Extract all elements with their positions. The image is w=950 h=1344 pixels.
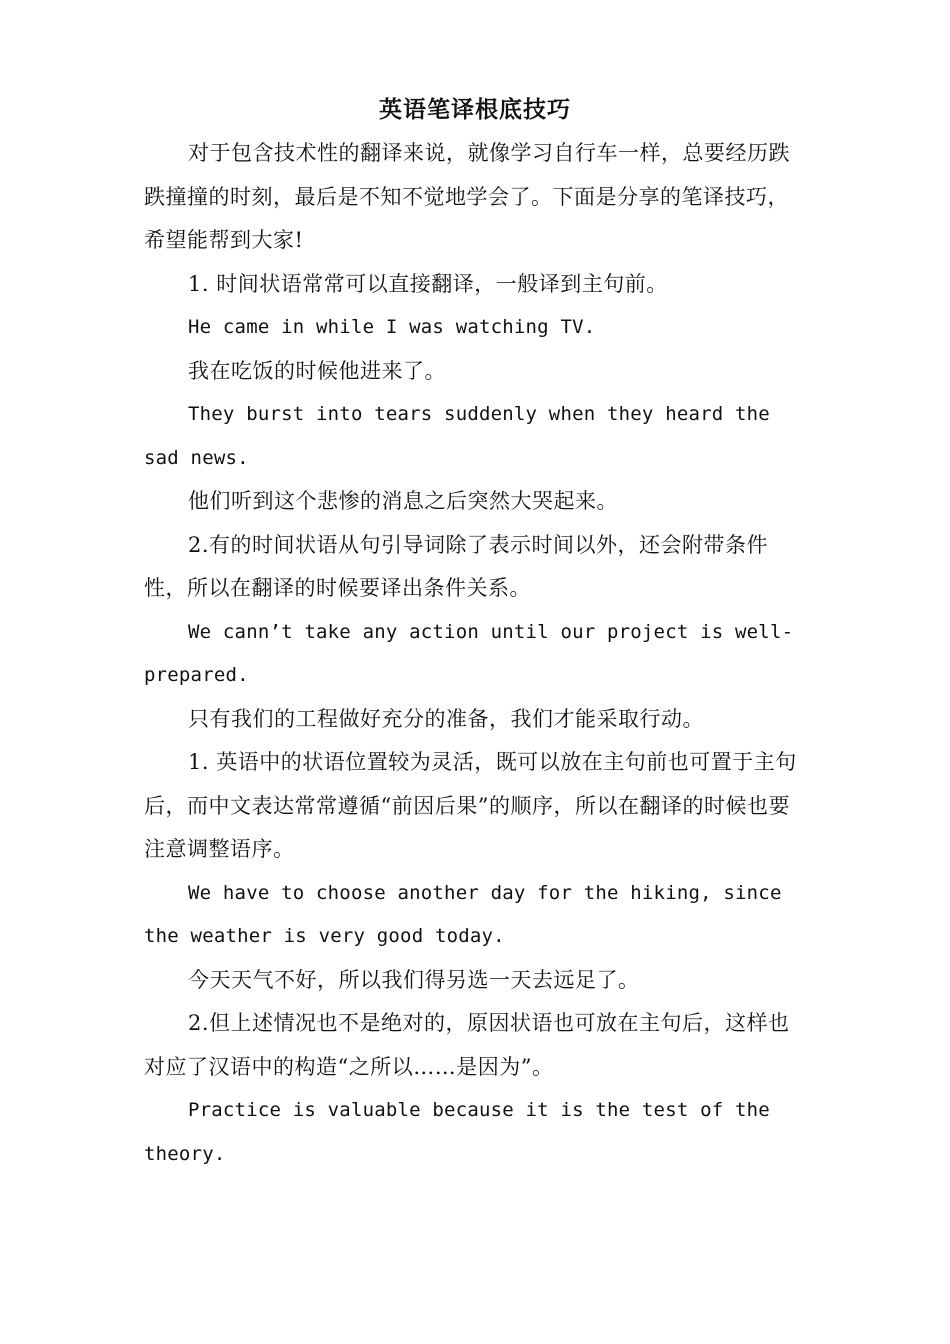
paragraph-example-en: Practice is valuable because it is the test of the theory. bbox=[144, 1099, 770, 1165]
paragraph-example-en: He came in while I was watching TV. bbox=[188, 316, 596, 338]
paragraph-example-zh: 我在吃饭的时候他进来了。 bbox=[188, 358, 446, 383]
paragraph-rule-3: 1. 英语中的状语位置较为灵活，既可以放在主句前也可置于主句后，而中文表达常常遵循“前因后果”的顺序，所以在翻译的时候也要注意调整语序。 bbox=[144, 750, 797, 861]
paragraph-intro: 对于包含技术性的翻译来说，就像学习自行车一样，总要经历跌跌撞撞的时刻，最后是不知不觉地学会了。下面是分享的笔译技巧，希望能帮到大家! bbox=[144, 141, 790, 252]
paragraph-rule-4: 2.但上述情况也不是绝对的，原因状语也可放在主句后，这样也对应了汉语中的构造“之所以……是因为”。 bbox=[144, 1011, 790, 1079]
paragraph-example-zh: 今天天气不好，所以我们得另选一天去远足了。 bbox=[188, 967, 640, 992]
paragraph-example-en: We have to choose another day for the hiking, since the weather is very good today. bbox=[144, 881, 782, 947]
paragraph-example-zh: 只有我们的工程做好充分的准备，我们才能采取行动。 bbox=[188, 706, 704, 731]
paragraph-example-en: They burst into tears suddenly when they heard the sad news. bbox=[144, 403, 770, 469]
document-page bbox=[144, 88, 806, 1176]
paragraph-example-zh: 他们听到这个悲惨的消息之后突然大哭起来。 bbox=[188, 489, 618, 513]
paragraph-rule-1: 1. 时间状语常常可以直接翻译，一般译到主句前。 bbox=[188, 271, 668, 296]
paragraph-rule-2: 2.有的时间状语从句引导词除了表示时间以外，还会附带条件性，所以在翻译的时候要译出条件关系。 bbox=[144, 532, 769, 600]
document-title: 英语笔译根底技巧 bbox=[379, 96, 571, 123]
paragraph-example-en: We cann’t take any action until our project is well-prepared. bbox=[144, 620, 794, 686]
